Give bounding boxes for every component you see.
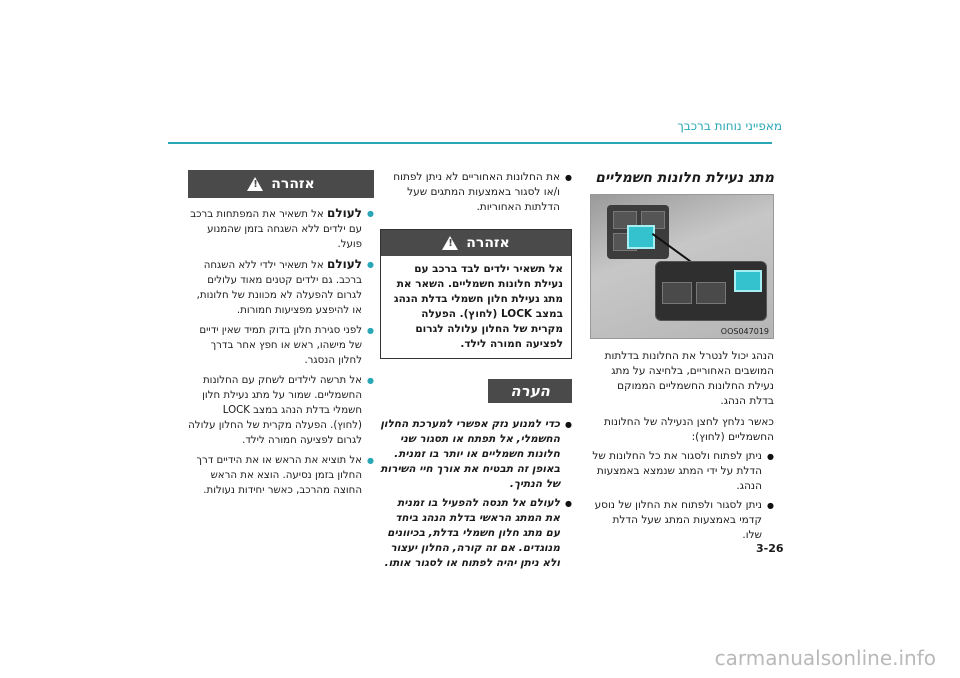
bullet-text: אל תשאיר את המפתחות ברכב עם ילדים ללא השגחה בזמן שהמנוע פועל.	[190, 209, 362, 250]
column-warning-note	[380, 170, 572, 575]
child-warning-bullets	[188, 206, 374, 498]
bullet-text: אל תוציא את הראש או את הידיים דרך החלון בזמן נסיעה. הוצא את הראש החוצה מהרכב, כאשר יחידות נעולות.	[196, 455, 362, 496]
zoomed-switch-panel	[655, 261, 767, 321]
warning-triangle-icon: !	[442, 236, 458, 250]
header-divider	[168, 142, 772, 144]
list-item	[188, 206, 374, 252]
warning-box	[380, 229, 572, 359]
list-item	[188, 257, 374, 318]
window-lock-switch-photo	[590, 194, 774, 339]
section-title: מתג נעילת חלונות חשמליים	[595, 170, 774, 186]
note-bullets	[380, 417, 572, 571]
list-item	[188, 373, 374, 448]
warning-header	[188, 170, 374, 198]
rear-window-bullets	[380, 170, 572, 215]
column-child-warning	[188, 170, 374, 503]
intro-paragraph: הנהג יכול לנטרל את החלונות בדלתות המושבים האחוריים, בלחיצה על מתג נעילת החלונות החשמליים הממוקם בדלת הנהג.	[604, 350, 774, 407]
lock-bullets	[590, 449, 774, 543]
window-lock-button-icon	[627, 225, 655, 249]
list-item: ● לעולם אל תנסה להפעיל בו זמנית את המתג הראשי בדלת הנהג ביחד עם מתג חלון חשמלי בדלת, בכיוונים מנוגדים. אם זה קורה, החלון יעצור ולא ניתן יהיה לפתוח או לסגור אותו.	[380, 496, 572, 571]
list-item	[188, 323, 374, 368]
list-item	[188, 453, 374, 498]
list-item: ● את החלונות האחוריים לא ניתן לפתוח ו/או לסגור באמצעות המתגים שעל הדלתות האחוריות.	[380, 170, 572, 215]
list-item: ● ניתן לפתוח ולסגור את כל החלונות של הדלת על ידי המתג שנמצא באמצעות הנהג.	[590, 449, 774, 494]
warning-title: אזהרה	[466, 235, 510, 251]
bullet-lead: לעולם	[327, 206, 362, 220]
column-power-window-lock	[590, 170, 774, 547]
watermark: carmanualsonline.info	[714, 646, 936, 670]
header-title: מאפייני נוחות ברכבך	[677, 119, 782, 133]
image-code: OOS047019	[720, 327, 769, 336]
warning-title: אזהרה	[271, 176, 315, 192]
bullet-text: לפני סגירת חלון בדוק תמיד שאין ידיים של מישהו, ראש או חפץ אחר בדרך לחלון הנסגר.	[199, 325, 362, 366]
page-number: 3-26	[756, 542, 784, 555]
warning-header	[381, 230, 571, 256]
note-title: הערה	[488, 379, 572, 403]
bullet-text: אל תרשה לילדים לשחק עם החלונות החשמליים. שמור על מתג נעילת חלון חשמלי בדלת הנהג במצב LOCK (לחוץ). הפעלה מקרית של החלון עלולה לגרום לפציעה חמורה לילד.	[188, 375, 362, 446]
bullet-lead: לעולם	[327, 257, 362, 271]
warning-triangle-icon: !	[247, 177, 263, 191]
list-item: ● כדי למנוע נזק אפשרי למערכת החלון החשמלי, אל תפתח או תסגור שני חלונות חשמליים או יותר בו זמנית. באופן זה תבטיח את אורך חיי השירות של הנתיך.	[380, 417, 572, 492]
warning-text: אל תשאיר ילדים לבד ברכב עם נעילת חלונות חשמליים. השאר את מתג נעילת חלון חשמלי בדלת הנהג במצב LOCK (לחוץ). הפעלה מקרית של החלון עלולה לגרום לפציעה חמורה לילד.	[393, 263, 563, 350]
lock-pressed-paragraph: כאשר נלחץ לחצן הנעילה של החלונות החשמליים (לחוץ):	[604, 416, 774, 443]
bullet-text: אל תשאיר ילדי ללא השגחה ברכב. גם ילדים קטנים מאוד עלולים לגרום להפעלה לא מכוונת של חלונות, או להיפצע מפציעות חמורות.	[196, 260, 362, 316]
list-item: ● ניתן לסגור ולפתוח את החלון של נוסע קדמי באמצעות המתג שעל הדלת שלו.	[590, 498, 774, 543]
